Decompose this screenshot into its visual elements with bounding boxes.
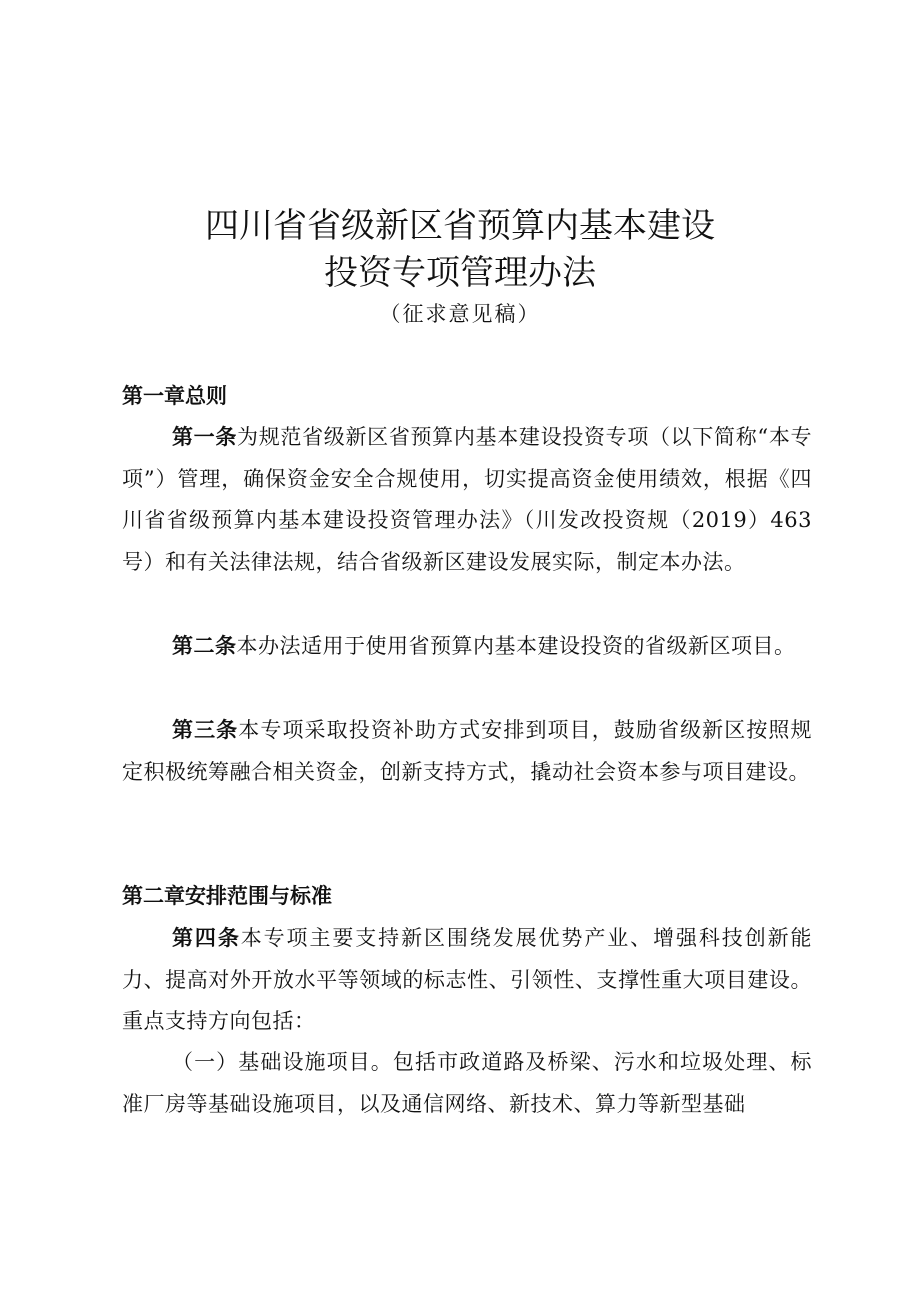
article1-text: 为规范省级新区省预算内基本建设投资专项（以下简称“本专项”）管理，确保资金安全合规使用，切实提高资金使用绩效，根据《四川省省级预算内基本建设投资管理办法》（川发改投资规（2019）463号）和有关法律法规，结合省级新区建设发展实际，制定本办法。: [122, 425, 813, 575]
article2-label: 第二条: [172, 634, 237, 658]
article4-text: 本专项主要支持新区围绕发展优势产业、增强科技创新能力、提高对外开放水平等领域的标志性、引领性、支撑性重大项目建设。重点支持方向包括：: [122, 926, 813, 1034]
chapter1-heading: 第一章总则: [122, 384, 227, 408]
document-title-line2: 投资专项管理办法: [324, 253, 596, 293]
document-title-line1: 四川省省级新区省预算内基本建设: [205, 206, 715, 246]
article3-paragraph: [122, 710, 812, 793]
article3-text: 本专项采取投资补助方式安排到项目，鼓励省级新区按照规定积极统筹融合相关资金，创新支持方式，撬动社会资本参与项目建设。: [122, 718, 813, 784]
article4-paragraph: [122, 918, 812, 1043]
chapter2-heading: 第二章安排范围与标准: [122, 884, 332, 908]
item1-paragraph: （一）基础设施项目。包括市政道路及桥梁、污水和垃圾处理、标准厂房等基础设施项目，以及通信网络、新技术、算力等新型基础: [122, 1050, 812, 1116]
article1-label: 第一条: [172, 425, 238, 449]
article2-text: 本办法适用于使用省预算内基本建设投资的省级新区项目。: [236, 634, 796, 658]
article1-paragraph: [122, 417, 812, 584]
article4-label: 第四条: [172, 926, 241, 950]
document-subtitle: （征求意见稿）: [379, 302, 541, 326]
article3-label: 第三条: [172, 718, 239, 742]
article2-paragraph: [122, 626, 812, 668]
